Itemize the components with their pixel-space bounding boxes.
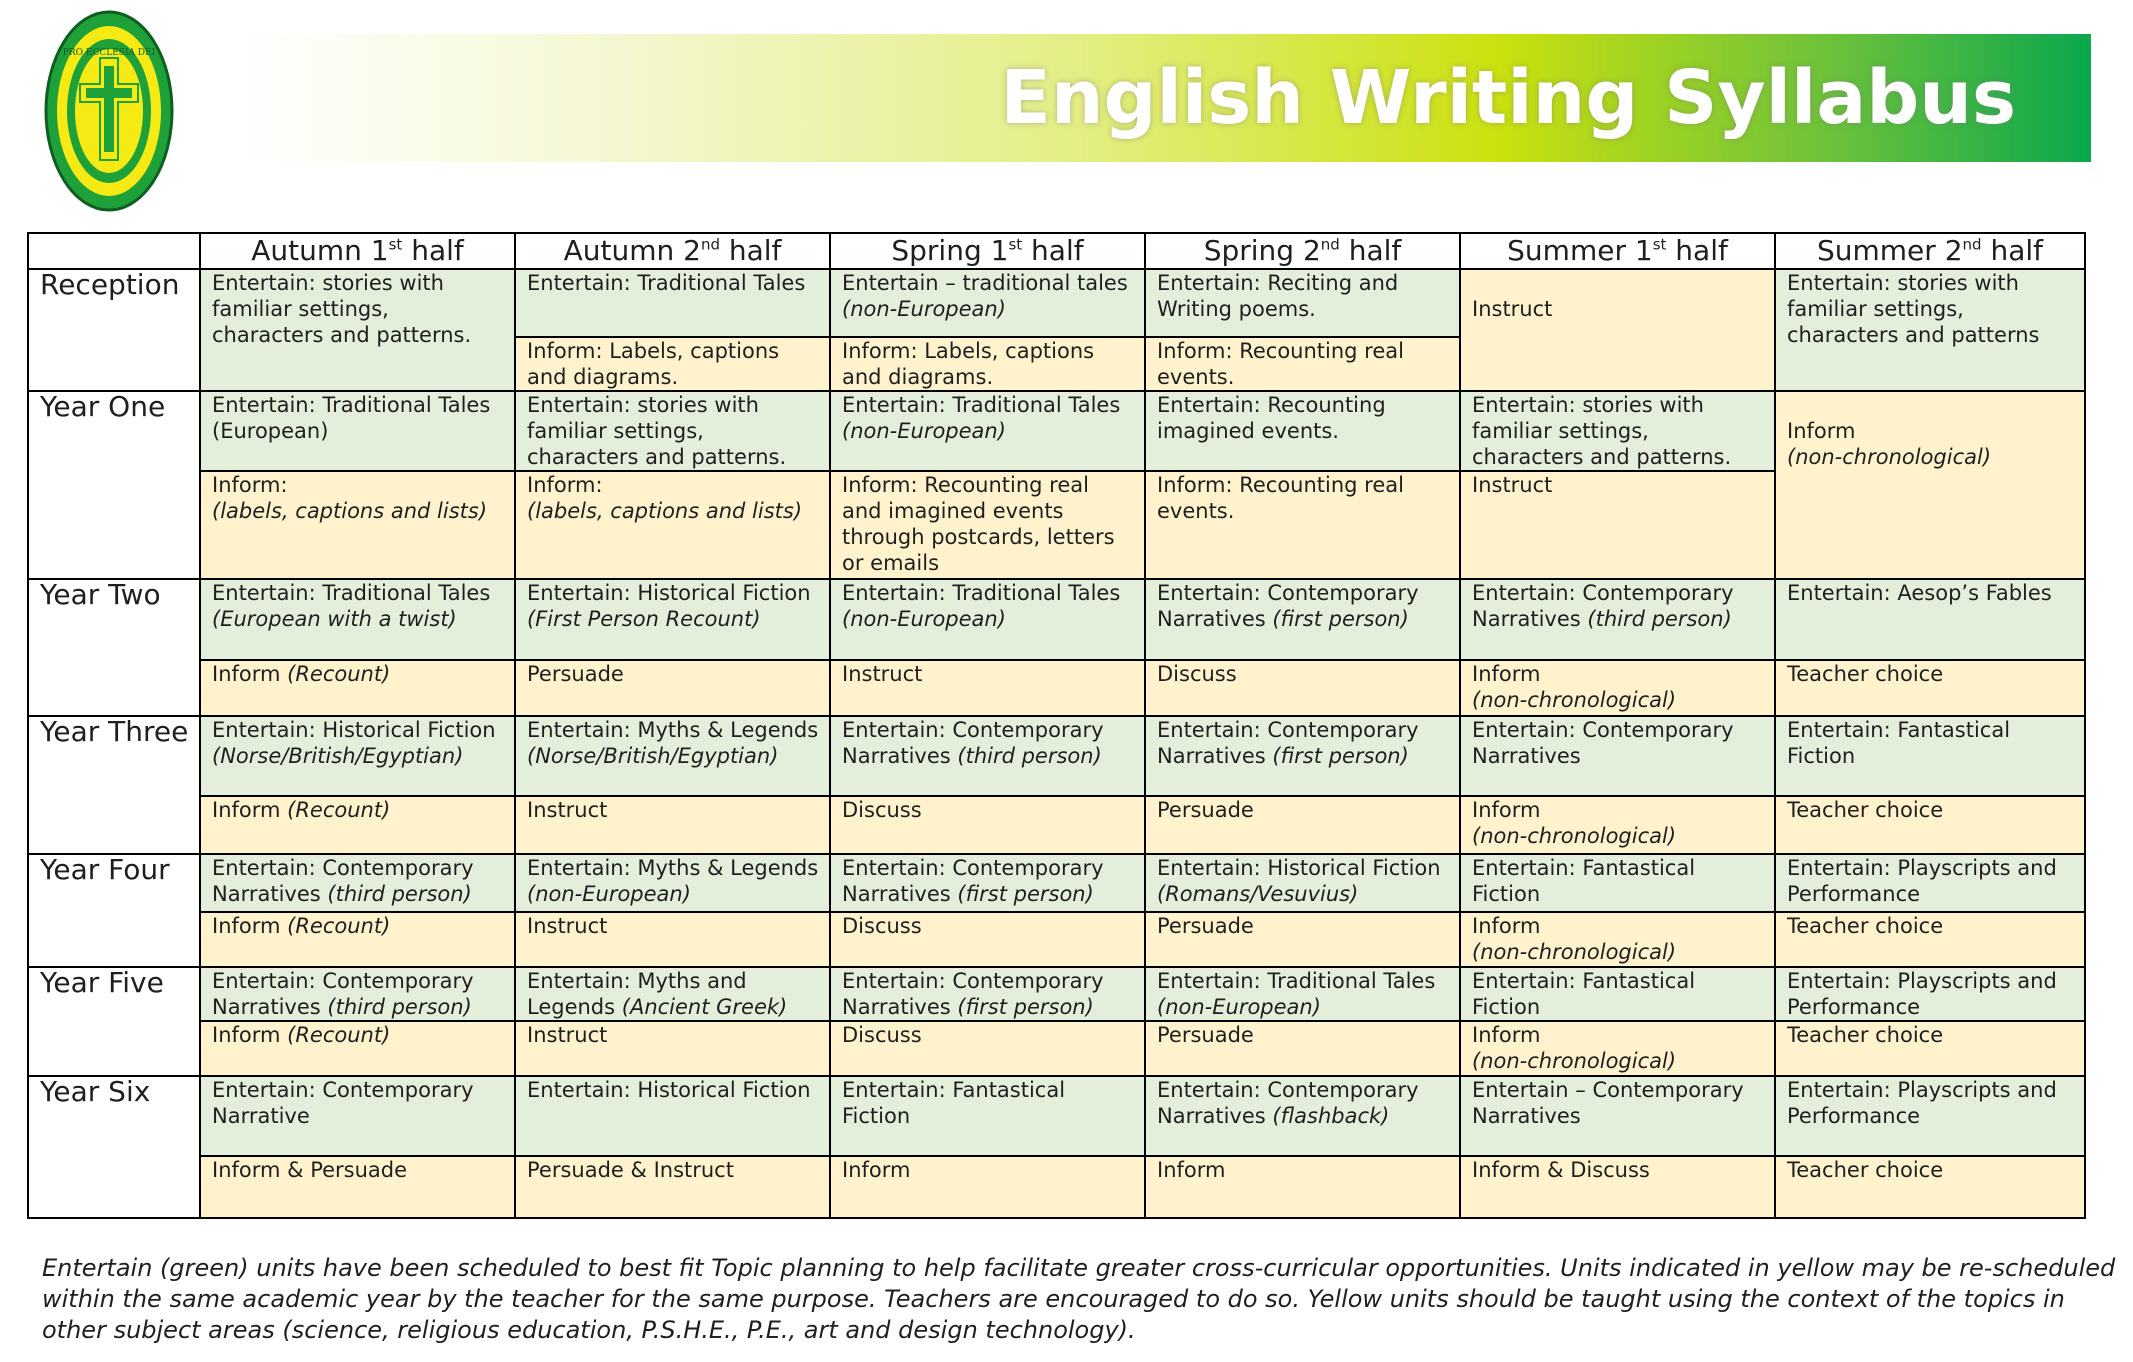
- table-row: [28, 660, 2085, 716]
- row-label: Reception: [28, 269, 200, 391]
- table-cell: Inform: [1145, 1156, 1460, 1218]
- table-cell: Persuade: [1145, 912, 1460, 967]
- table-cell: Entertain: Contemporary Narratives: [1460, 716, 1775, 796]
- table-cell: Instruct: [830, 660, 1145, 716]
- row-label: Year Two: [28, 579, 200, 716]
- table-cell: Entertain: Recounting imagined events.: [1145, 391, 1460, 471]
- table-cell: Inform: Recounting real and imagined events through postcards, letters or emails: [830, 471, 1145, 579]
- table-row: [28, 796, 2085, 854]
- table-cell: Entertain: Contemporary Narratives (first person): [1145, 579, 1460, 660]
- crest-motto: PRO ECCLESIA DEI: [62, 48, 156, 58]
- table-row: [28, 912, 2085, 967]
- table-row: [28, 269, 2085, 337]
- table-cell: Entertain: Aesop’s Fables: [1775, 579, 2085, 660]
- table-cell: Entertain: Fantastical Fiction: [1460, 854, 1775, 912]
- table-cell: Entertain: Myths & Legends (Norse/British/Egyptian): [515, 716, 830, 796]
- table-row: [28, 716, 2085, 796]
- corner-cell: [28, 233, 200, 269]
- table-cell: Entertain: Fantastical Fiction: [1775, 716, 2085, 796]
- column-header: Summer 2nd half: [1775, 233, 2085, 269]
- page-title: English Writing Syllabus: [1000, 55, 2016, 141]
- table-cell: Entertain: stories with familiar settings, characters and patterns: [1775, 269, 2085, 391]
- table-cell: Inform (non-chronological): [1460, 1021, 1775, 1076]
- table-cell: Entertain: Historical Fiction (First Person Recount): [515, 579, 830, 660]
- table-cell: Instruct: [515, 912, 830, 967]
- table-cell: Entertain: Contemporary Narratives (third person): [830, 716, 1145, 796]
- table-cell: Entertain: Historical Fiction (Romans/Vesuvius): [1145, 854, 1460, 912]
- table-cell: Teacher choice: [1775, 912, 2085, 967]
- table-cell: Persuade & Instruct: [515, 1156, 830, 1218]
- row-label: Year Five: [28, 967, 200, 1076]
- table-cell: Entertain: Myths & Legends (non-European): [515, 854, 830, 912]
- table-row: [28, 967, 2085, 1021]
- table-cell: Inform (Recount): [200, 796, 515, 854]
- column-header: Spring 2nd half: [1145, 233, 1460, 269]
- table-cell: Entertain: Traditional Tales (European with a twist): [200, 579, 515, 660]
- column-header: Autumn 1st half: [200, 233, 515, 269]
- table-cell: Entertain: Contemporary Narratives (first person): [830, 967, 1145, 1021]
- table-cell: Inform: Recounting real events.: [1145, 337, 1460, 391]
- table-cell: Inform: Recounting real events.: [1145, 471, 1460, 579]
- table-cell: Entertain: Traditional Tales (non-European): [1145, 967, 1460, 1021]
- row-label: Year Four: [28, 854, 200, 967]
- table-cell: Entertain: Contemporary Narratives (first person): [1145, 716, 1460, 796]
- table-cell: Entertain: Playscripts and Performance: [1775, 967, 2085, 1021]
- table-row: [28, 391, 2085, 471]
- table-cell: Entertain – Contemporary Narratives: [1460, 1076, 1775, 1156]
- table-cell: Inform: Labels, captions and diagrams.: [515, 337, 830, 391]
- table-cell: Inform (non-chronological): [1460, 660, 1775, 716]
- row-label: Year One: [28, 391, 200, 579]
- table-cell: Inform (Recount): [200, 660, 515, 716]
- table-cell: Inform: Labels, captions and diagrams.: [830, 337, 1145, 391]
- table-cell: Entertain: Myths and Legends (Ancient Greek): [515, 967, 830, 1021]
- column-header: Autumn 2nd half: [515, 233, 830, 269]
- table-cell: Entertain: Playscripts and Performance: [1775, 1076, 2085, 1156]
- table-cell: Entertain: Historical Fiction (Norse/British/Egyptian): [200, 716, 515, 796]
- table-cell: Entertain: stories with familiar settings, characters and patterns.: [200, 269, 515, 391]
- table-cell: Inform & Persuade: [200, 1156, 515, 1218]
- table-cell: Entertain: stories with familiar settings, characters and patterns.: [515, 391, 830, 471]
- table-cell: Entertain: Traditional Tales (non-European): [830, 391, 1145, 471]
- table-cell: Inform (Recount): [200, 1021, 515, 1076]
- table-cell: Inform: (labels, captions and lists): [515, 471, 830, 579]
- table-cell: Entertain: Traditional Tales (European): [200, 391, 515, 471]
- table-cell: Entertain: Contemporary Narratives (third person): [200, 854, 515, 912]
- table-cell: Entertain: Contemporary Narratives (third person): [200, 967, 515, 1021]
- school-crest-logo: [42, 8, 176, 214]
- table-cell: Entertain: Reciting and Writing poems.: [1145, 269, 1460, 337]
- table-cell: Entertain: Fantastical Fiction: [830, 1076, 1145, 1156]
- table-cell: Inform & Discuss: [1460, 1156, 1775, 1218]
- table-cell: Inform (non-chronological): [1775, 391, 2085, 579]
- row-label: Year Three: [28, 716, 200, 854]
- table-cell: Instruct: [515, 796, 830, 854]
- column-header: Spring 1st half: [830, 233, 1145, 269]
- table-row: [28, 1156, 2085, 1218]
- table-cell: Teacher choice: [1775, 1021, 2085, 1076]
- table-cell: Persuade: [1145, 1021, 1460, 1076]
- table-cell: Teacher choice: [1775, 796, 2085, 854]
- table-cell: Entertain: Playscripts and Performance: [1775, 854, 2085, 912]
- table-cell: Instruct: [515, 1021, 830, 1076]
- title-banner: [236, 34, 2091, 162]
- table-cell: Entertain: Contemporary Narratives (first person): [830, 854, 1145, 912]
- table-header-row: [28, 233, 2085, 269]
- table-row: [28, 579, 2085, 660]
- table-cell: Inform (non-chronological): [1460, 912, 1775, 967]
- table-cell: Entertain: Traditional Tales (non-European): [830, 579, 1145, 660]
- table-cell: Inform (Recount): [200, 912, 515, 967]
- syllabus-table: [27, 232, 2086, 1219]
- table-cell: Discuss: [830, 796, 1145, 854]
- table-cell: Instruct: [1460, 269, 1775, 391]
- table-cell: Instruct: [1460, 471, 1775, 579]
- table-cell: Inform: [830, 1156, 1145, 1218]
- column-header: Summer 1st half: [1460, 233, 1775, 269]
- table-cell: Entertain: Historical Fiction: [515, 1076, 830, 1156]
- table-cell: Entertain: stories with familiar settings, characters and patterns.: [1460, 391, 1775, 471]
- table-cell: Teacher choice: [1775, 660, 2085, 716]
- table-row: [28, 1076, 2085, 1156]
- table-cell: Persuade: [515, 660, 830, 716]
- table-cell: Entertain – traditional tales (non-European): [830, 269, 1145, 337]
- table-cell: Inform: (labels, captions and lists): [200, 471, 515, 579]
- table-cell: Entertain: Contemporary Narrative: [200, 1076, 515, 1156]
- table-cell: Discuss: [830, 1021, 1145, 1076]
- table-cell: Entertain: Contemporary Narratives (flashback): [1145, 1076, 1460, 1156]
- table-cell: Discuss: [1145, 660, 1460, 716]
- table-cell: Entertain: Traditional Tales: [515, 269, 830, 337]
- table-cell: Teacher choice: [1775, 1156, 2085, 1218]
- table-cell: Discuss: [830, 912, 1145, 967]
- footnote: Entertain (green) units have been scheduled to best fit Topic planning to help facilitate greater cross-curricular opportunities. Units indicated in yellow may be re-scheduled within the same academic year by the teacher for the same purpose. Teachers are encouraged to do so. Yellow units should be taught using the context of the topics in other subject areas (science, religious education, P.S.H.E., P.E., art and design technology).: [42, 1254, 2116, 1344]
- table-row: [28, 1021, 2085, 1076]
- table-row: [28, 854, 2085, 912]
- table-cell: Inform (non-chronological): [1460, 796, 1775, 854]
- row-label: Year Six: [28, 1076, 200, 1218]
- table-cell: Entertain: Contemporary Narratives (third person): [1460, 579, 1775, 660]
- table-cell: Entertain: Fantastical Fiction: [1460, 967, 1775, 1021]
- table-cell: Persuade: [1145, 796, 1460, 854]
